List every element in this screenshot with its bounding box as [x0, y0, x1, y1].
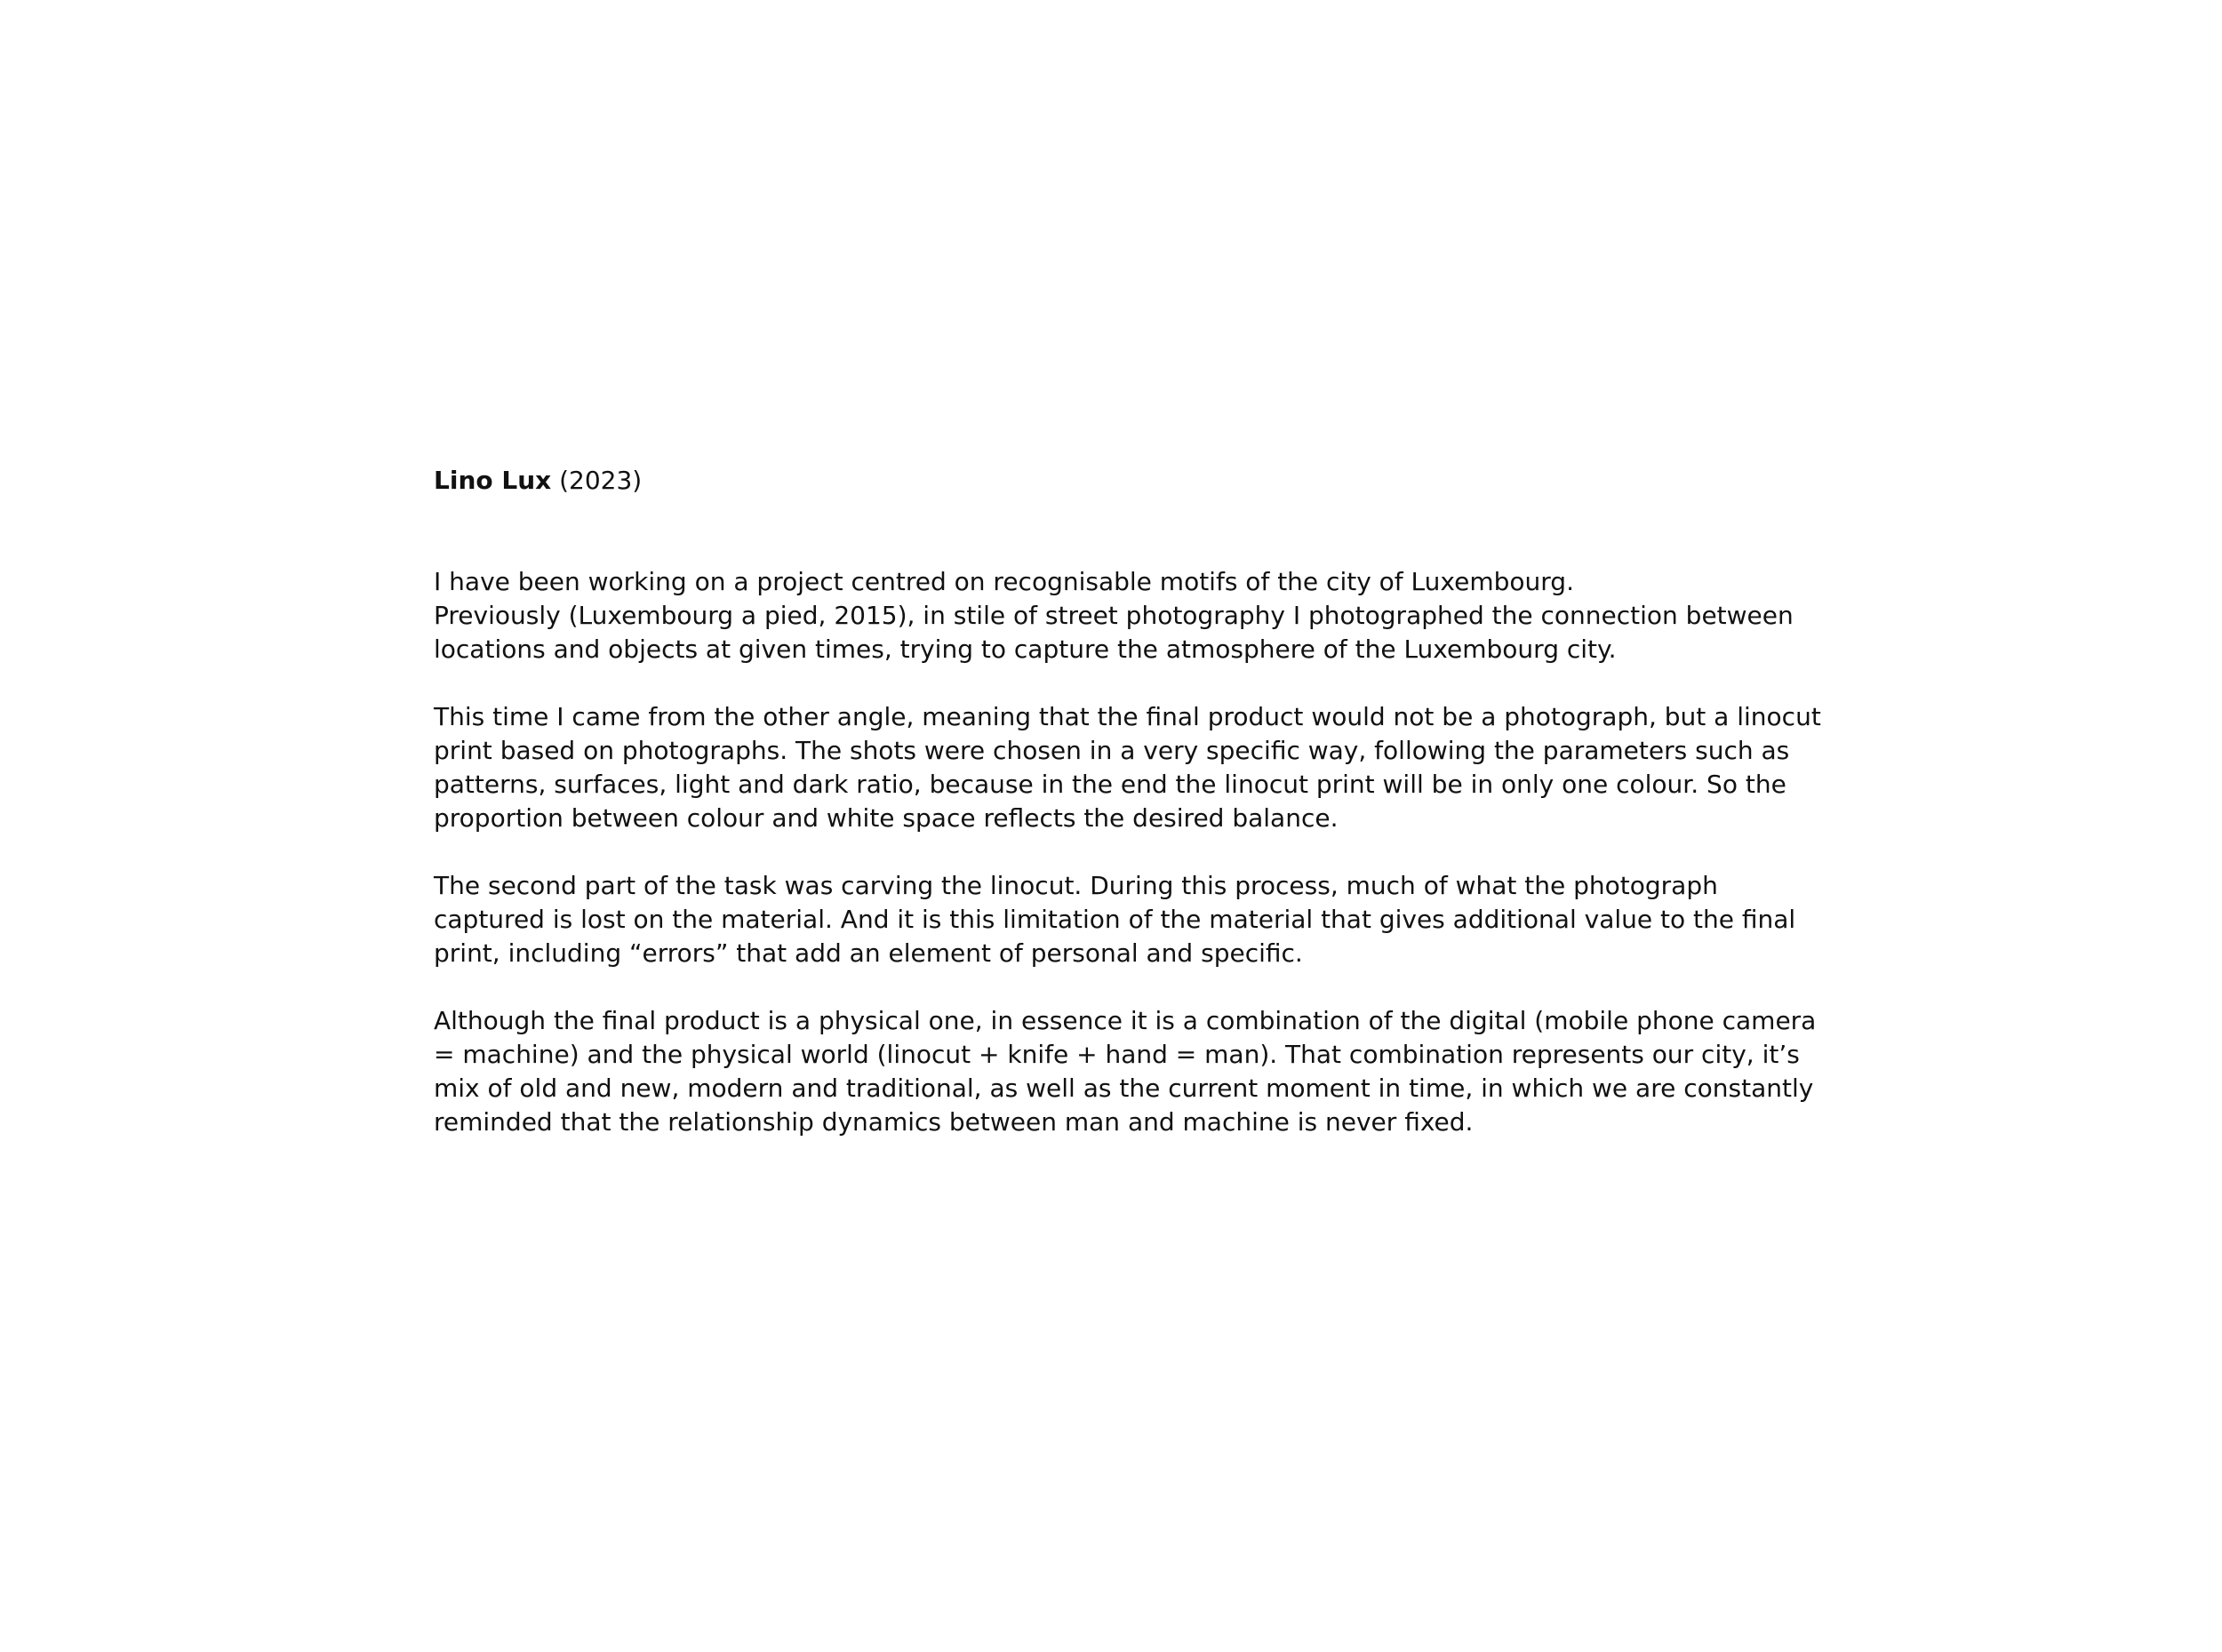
artist-statement [434, 565, 1838, 1139]
paragraph-line: mix of old and new, modern and traditional, as well as the current moment in time, in which we are constantly [434, 1073, 1814, 1103]
paragraph-line: print based on photographs. The shots were chosen in a very specific way, following the parameters such as [434, 736, 1790, 765]
artwork-title: Lino Lux [434, 466, 552, 495]
paragraph-line: captured is lost on the material. And it is this limitation of the material that gives additional value to the final [434, 905, 1796, 934]
text-block [434, 464, 1838, 1173]
paragraph-line: Previously (Luxembourg a pied, 2015), in stile of street photography I photographed the connection between [434, 601, 1794, 630]
page-title [434, 464, 1838, 498]
paragraph-1 [434, 565, 1838, 666]
paragraph-line: proportion between colour and white space reflects the desired balance. [434, 803, 1339, 833]
paragraph-line: print, including “errors” that add an element of personal and specific. [434, 938, 1303, 968]
artwork-year: (2023) [559, 466, 643, 495]
paragraph-line: patterns, surfaces, light and dark ratio, because in the end the linocut print will be in only one colour. So the [434, 770, 1786, 799]
paragraph-line: reminded that the relationship dynamics between man and machine is never fixed. [434, 1107, 1474, 1137]
paragraph-line: This time I came from the other angle, meaning that the final product would not be a photograph, but a linocut [434, 702, 1821, 731]
paragraph-line: locations and objects at given times, trying to capture the atmosphere of the Luxembourg city. [434, 634, 1617, 664]
paragraph-line: I have been working on a project centred on recognisable motifs of the city of Luxembourg. [434, 567, 1574, 596]
paragraph-line: The second part of the task was carving the linocut. During this process, much of what the photograph [434, 871, 1718, 900]
paragraph-3 [434, 869, 1838, 970]
paragraph-line: Although the final product is a physical one, in essence it is a combination of the digital (mobile phone camera [434, 1006, 1817, 1035]
paragraph-2 [434, 700, 1838, 835]
paragraph-4 [434, 1004, 1838, 1139]
paragraph-line: = machine) and the physical world (linocut + knife + hand = man). That combination represents our city, it’s [434, 1040, 1800, 1069]
